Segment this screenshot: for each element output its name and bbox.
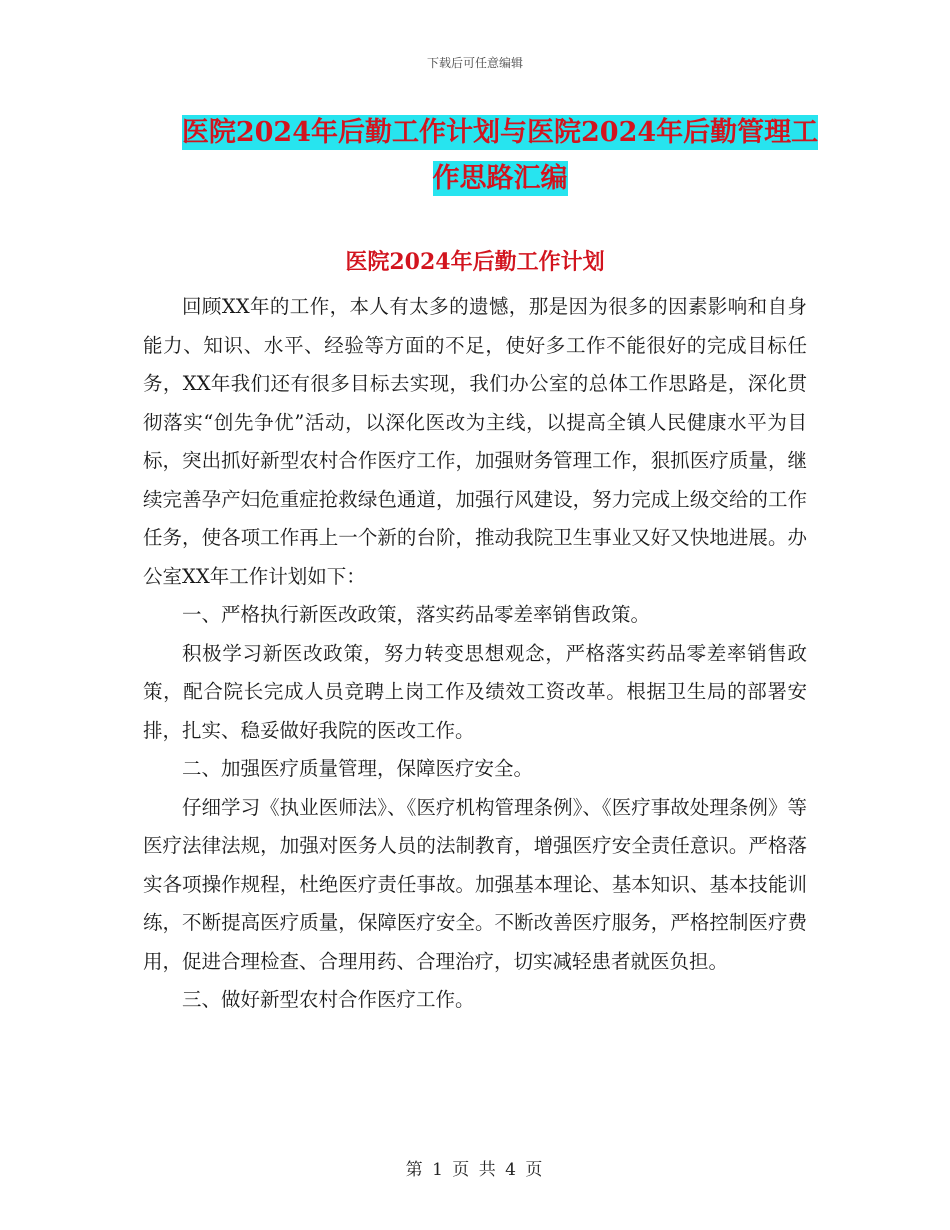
document-title-line-1: 医院2024年后勤工作计划与医院2024年后勤管理工 [181, 117, 819, 148]
paragraph-heading-2: 二、加强医疗质量管理，保障医疗安全。 [182, 757, 534, 780]
page-number-footer: 第 1 页 共 4 页 [405, 1160, 545, 1180]
paragraph-body-1: 积极学习新医改政策，努力转变思想观念，严格落实药品零差率销售政策，配合院长完成人员竞聘上岗工作及绩效工资改革。根据卫生局的部署安排，扎实、稳妥做好我院的医改工作。 [143, 641, 807, 742]
document-title-line-2: 作思路汇编 [432, 163, 568, 194]
paragraph-intro: 回顾XX年的工作，本人有太多的遗憾，那是因为很多的因素影响和自身能力、知识、水平、经验等方面的不足，使好多工作不能很好的完成目标任务，XX年我们还有很多目标去实现，我们办公室的总体工作思路是，深化贯彻落实“创先争优”活动，以深化医改为主线，以提高全镇人民健康水平为目标，突出抓好新型农村合作医疗工作，加强财务管理工作，狠抓医疗质量，继续完善孕产妇危重症抢救绿色通道，加强行风建设，努力完成上级交给的工作任务，使各项工作再上一个新的台阶，推动我院卫生事业又好又快地进展。办公室XX年工作计划如下： [143, 295, 807, 588]
paragraph-heading-1: 一、严格执行新医改政策，落实药品零差率销售政策。 [182, 603, 651, 626]
document-title [150, 110, 850, 202]
paragraph-body-2: 仔细学习《执业医师法》、《医疗机构管理条例》、《医疗事故处理条例》等医疗法律法规，加强对医务人员的法制教育，增强医疗安全责任意识。严格落实各项操作规程，杜绝医疗责任事故。加强基本理论、基本知识、基本技能训练，不断提高医疗质量，保障医疗安全。不断改善医疗服务，严格控制医疗费用，促进合理检查、合理用药、合理治疗，切实减轻患者就医负担。 [143, 795, 807, 973]
paragraph-heading-3: 三、做好新型农村合作医疗工作。 [182, 988, 475, 1011]
body-text [143, 288, 807, 1020]
header-note: 下载后可任意编辑 [426, 56, 523, 70]
section-title: 医院2024年后勤工作计划 [345, 249, 605, 275]
